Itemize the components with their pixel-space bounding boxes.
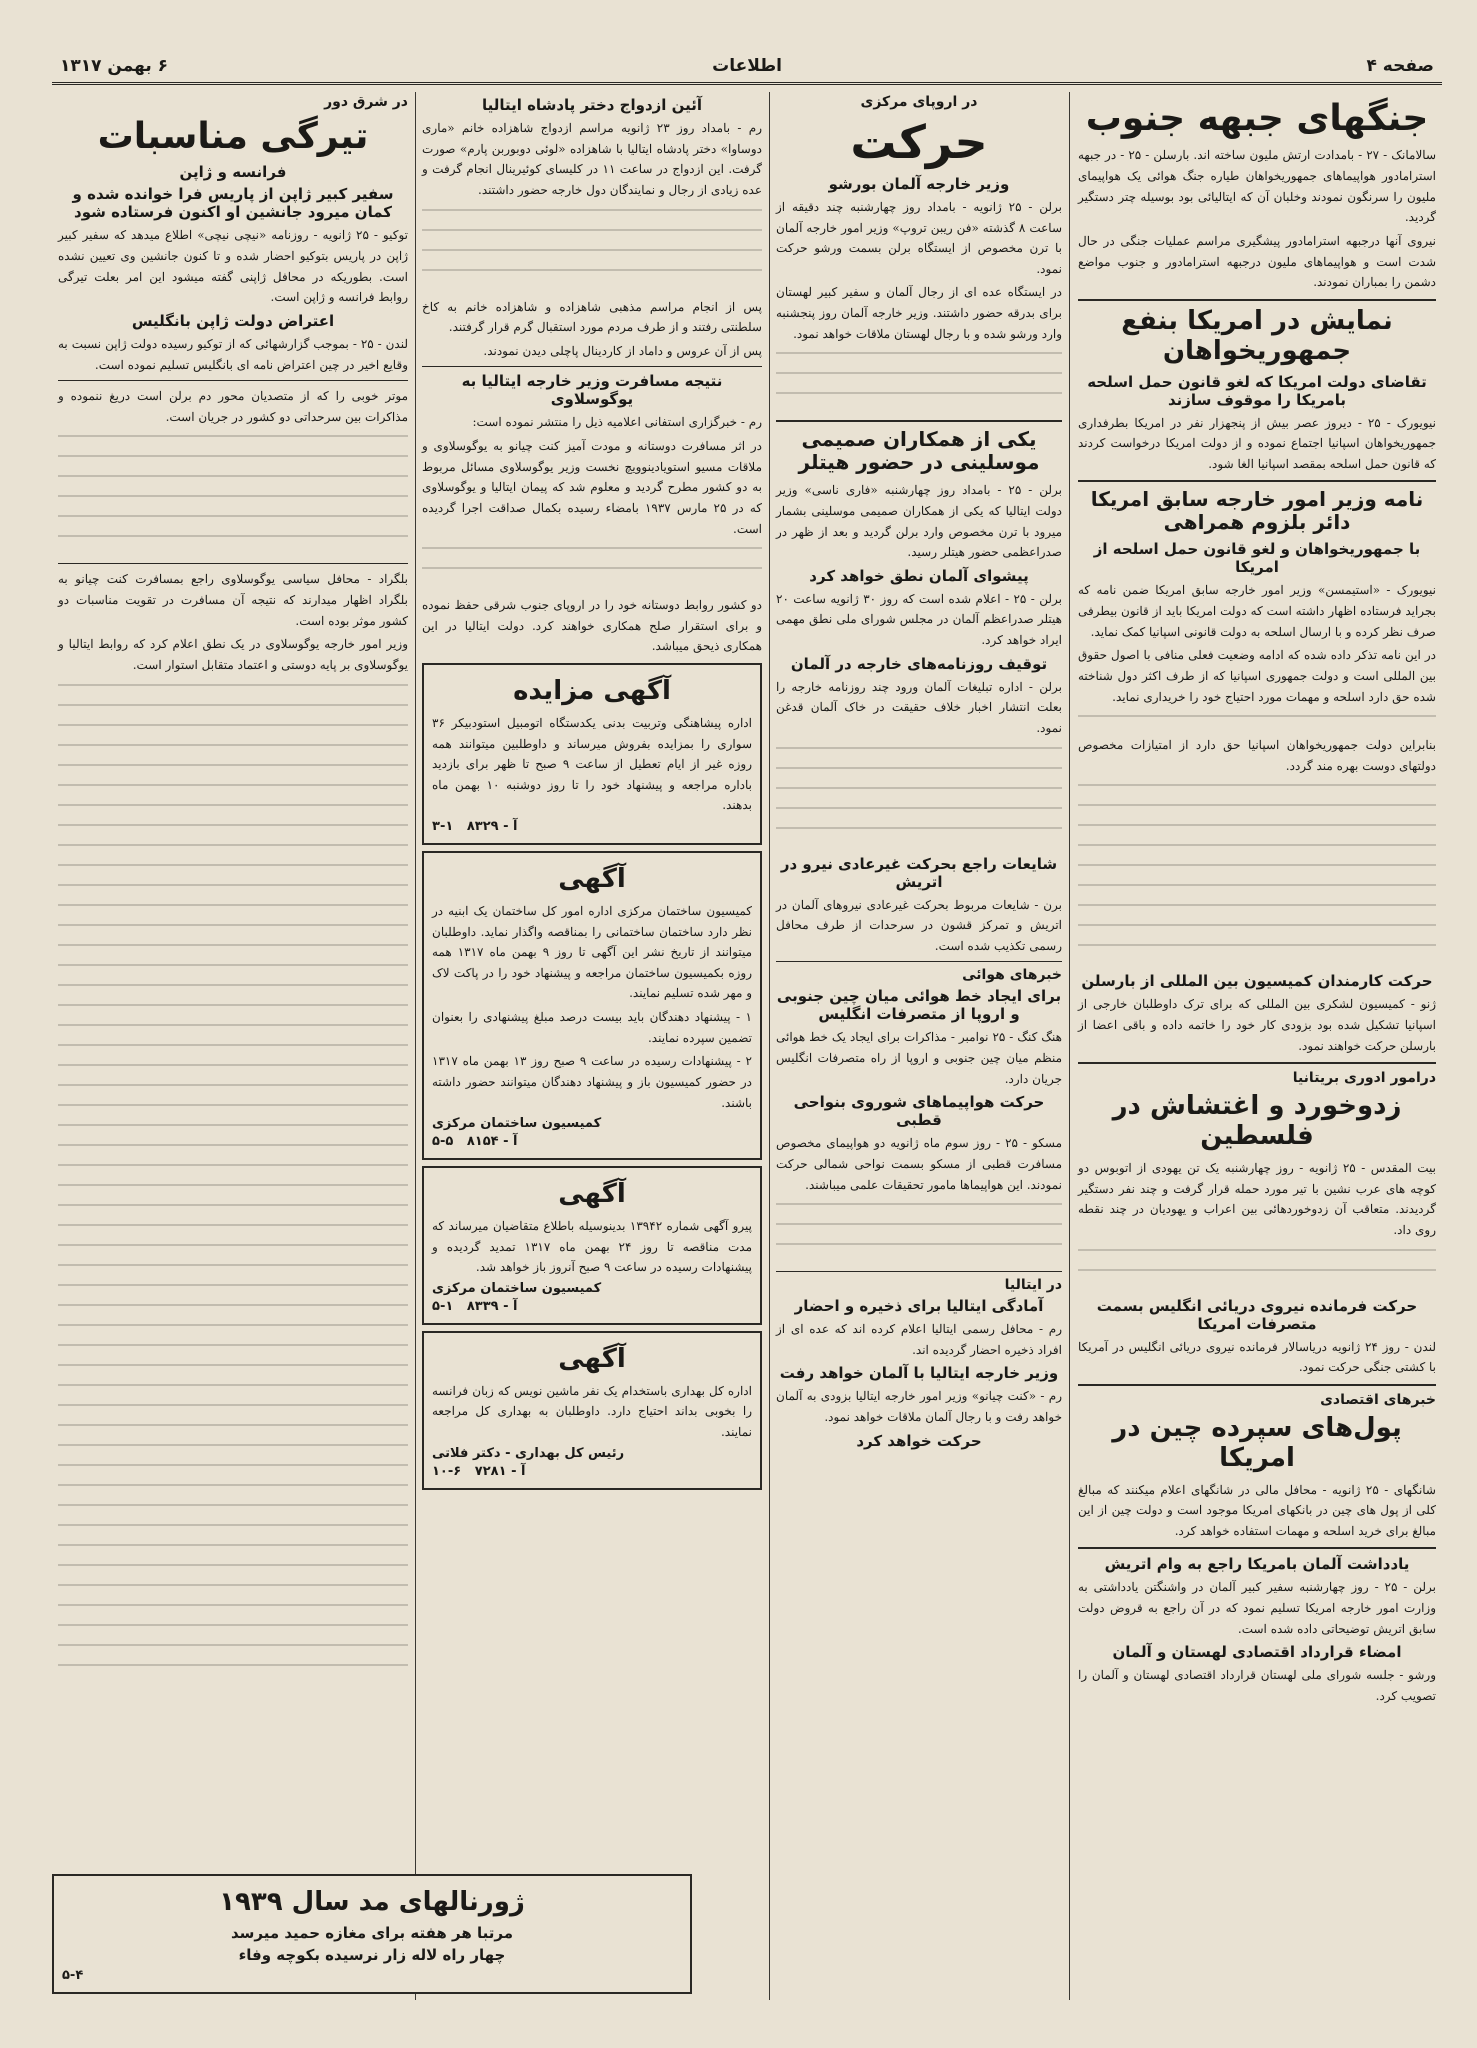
article-body: در اثر مسافرت دوستانه و مودت آمیز کنت چیانو به یوگوسلاوی و ملاقات مسیو استویادینوویچ نخست وزیر یوگوسلاوی مسائل مربوط به دو کشور مطرح گردید و معلوم شد که پیمان ایتالیا و یوگوسلاوی که در ۲۵ مارس ۱۹۳۷ بامضاء رسیده بکمال صداقت اجرا گردیده است. bbox=[422, 439, 762, 536]
article-headline: نامه وزیر امور خارجه سابق امریکا دائر بلزوم همراهی bbox=[1090, 487, 1424, 535]
divider bbox=[1078, 480, 1436, 482]
column-war-news bbox=[1072, 92, 1442, 2000]
body-text-lines bbox=[58, 684, 408, 1684]
article-body: نیویورک - «استیمسن» وزیر امور خارجه سابق امریکا ضمن نامه که بجراید فرستاده اظهار داشته است که دولت امریکا باید از قانون بیطرفی صرف نظر کرده و با ارسال اسلحه به دولت قانونی اسپانیا کمک نماید. bbox=[1078, 583, 1436, 639]
article-body: نیروی آنها درجبهه استرامادور پیشگیری مراسم عملیات جنگی در حال شدت است و هواپیماهای ملیون درجبهه استرامادور و جنوب مواضع دشمن را بمباران نمودند. bbox=[1078, 233, 1436, 290]
ad-signature: کمیسیون ساختمان مرکزی bbox=[432, 1116, 602, 1132]
section-kicker: خبرهای اقتصادی bbox=[1320, 1391, 1436, 1408]
article-body: لندن - ۲۵ - بموجب گزارشهائی که از توکیو رسیده دولت ژاپن نسبت به وقایع اخیر در چین اعتراض نامه ای بانگلیس تسلیم نموده است. bbox=[58, 336, 409, 372]
divider bbox=[422, 366, 762, 367]
article-body: مسکو - ۲۵ - روز سوم ماه ژانویه دو هواپیمای مخصوص مسافرت قطبی از مسکو بسمت نواحی شمالی حرکت نمودند. این هواپیماها مامور تحقیقات علمی میباشند. bbox=[776, 1136, 1062, 1192]
article-body: بنابراین دولت جمهوریخواهان اسپانیا حق دارد از امتیازات مخصوص دولتهای دوست بهره مند گردد. bbox=[1078, 738, 1436, 773]
article-headline: تیرگی مناسبات bbox=[97, 116, 369, 157]
body-text-lines bbox=[776, 747, 1062, 847]
article-body: شانگهای - ۲۵ ژانویه - محافل مالی در شانگهای اعلام میکنند که مبالغ کلی از پول های چین در بانکهای امریکا موجود است و دولت چین از این مبالغ برای خرید اسلحه و مهمات استفاده خواهد کرد. bbox=[1078, 1482, 1436, 1538]
article-body: سالامانک - ۲۷ - بامدادت ارتش ملیون ساخته اند. بارسلن - ۲۵ - در جبهه استرامادور هواپیماهای جمهوریخواهان طیاره جنگ هوائی یک هواپیمای ملیون را سرنگون نمودند وخلبان آن که ایتالیائی بود بوسیله چتر دستگیر گردید. bbox=[1078, 148, 1436, 225]
article-body: پس از انجام مراسم مذهبی شاهزاده و شاهزاده خانم به کاخ سلطنتی رفتند و از طرف مردم مورد استقبال گرم قرار گرفتند. bbox=[422, 299, 762, 335]
divider bbox=[1078, 1384, 1436, 1386]
article-body: برلن - اداره تبلیغات آلمان ورود چند روزنامه خارجه را بعلت انتشار اخبار خلاف حقیقت در خاک آلمان قدغن نمود. bbox=[776, 679, 1062, 735]
section-kicker: درامور ادوری بریتانیا bbox=[1292, 1070, 1436, 1087]
article-body: در ایستگاه عده ای از رجال آلمان و سفیر کبیر لهستان برای بدرقه حضور داشتند. وزیر خارجه آلمان روز پنجشنبه وارد ورشو شده و با رجال لهستان ملاقات خواهد نمود. bbox=[776, 285, 1062, 341]
article-headline: امضاء قرارداد اقتصادی لهستان و آلمان bbox=[1112, 1643, 1402, 1662]
article-body: برلن - ۲۵ - روز چهارشنبه سفیر کبیر آلمان در واشنگتن یادداشتی به وزارت امور خارجه امریکا تسلیم نمود که در آن راجع به قروض دولت سابق اتریش توضیحاتی داده شده است. bbox=[1078, 1580, 1436, 1636]
article-headline: شایعات راجع بحرکت غیرعادی نیرو در اتریش bbox=[780, 854, 1058, 891]
ad-signature: رئیس کل بهداری - دکتر فلاتی bbox=[432, 1445, 625, 1461]
ad-title: آگهی bbox=[558, 864, 626, 895]
masthead bbox=[52, 52, 1442, 85]
column-italy-ads bbox=[416, 92, 768, 2000]
article-body: رم - محافل رسمی ایتالیا اعلام کرده اند که عده ای از افراد ذخیره احضار گردیده اند. bbox=[776, 1322, 1062, 1357]
body-text-lines bbox=[1078, 784, 1436, 964]
article-body: رم - «کنت چیانو» وزیر امور خارجه ایتالیا بزودی به آلمان خواهد رفت و با رجال آلمان ملاقات خواهد نمود. bbox=[776, 1389, 1062, 1425]
divider bbox=[776, 961, 1062, 962]
ad-body: کمیسیون ساختمان مرکزی اداره امور کل ساختمان یک ابنیه در نظر دارد ساختمان ساختمانی را بمناقصه واگذار نماید. داوطلبان میتوانند از تاریخ نشر این آگهی تا روز ۹ بهمن ماه ۱۳۱۷ همه روزه بکمیسیون ساختمان مراجعه و پیشنهاد خود را در پاکت لاک و مهر شده تسلیم نمایند. bbox=[432, 903, 752, 1001]
article-subhead: وزیر خارجه آلمان بورشو bbox=[828, 174, 1010, 193]
article-body: لندن - روز ۲۴ ژانویه دریاسالار فرمانده نیروی دریائی انگلیس در آمریکا با کشتی جنگی حرکت نمود. bbox=[1078, 1339, 1436, 1375]
article-body: رم - بامداد روز ۲۳ ژانویه مراسم ازدواج شاهزاده خانم «ماری دوساوا» دختر پادشاه ایتالیا با شاهزاده «لوئی دوبوربن پارم» صورت گرفت. این ازدواج در ساعت ۱۱ در کلیسای کوئیرینال انجام گرفت و عده زیادی از رجال و نمایندگان دول خارجه حضور داشتند. bbox=[422, 121, 762, 197]
divider bbox=[776, 1271, 1062, 1272]
ad-body: اداره کل بهداری باستخدام یک نفر ماشین نویس که زبان فرانسه را بخوبی بداند احتیاج دارد. داوطلبان به بهداری کل مراجعه نمایند. bbox=[432, 1383, 752, 1440]
body-text-lines bbox=[422, 209, 762, 289]
article-body: هنگ کنگ - ۲۵ نوامبر - مذاکرات برای ایجاد یک خط هوائی منظم میان چین جنوبی و اروپا از راه متصرفات انگلیس جریان دارد. bbox=[776, 1030, 1062, 1086]
body-text-lines bbox=[422, 547, 762, 587]
body-text-lines bbox=[1078, 715, 1436, 727]
article-subhead: فرانسه و ژاپن bbox=[179, 163, 287, 182]
article-headline: توقیف روزنامه‌های خارجه در آلمان bbox=[790, 654, 1048, 673]
article-body: رم - خبرگزاری استفانی اعلامیه ذیل را منتشر نموده است: bbox=[472, 415, 762, 430]
article-headline: حرکت فرمانده نیروی دریائی انگلیس بسمت متصرفات امریکا bbox=[1096, 1296, 1418, 1333]
article-headline: وزیر خارجه ایتالیا با آلمان خواهد رفت bbox=[779, 1364, 1059, 1383]
hiring-ad bbox=[422, 1331, 762, 1490]
divider bbox=[58, 380, 408, 381]
article-body: برلن - ۲۵ - بامداد روز چهارشنبه «فاری ناسی» وزیر دولت ایتالیا که یکی از همکاران صمیمی موسلینی بشمار میرود با ترن مخصوص وارد برلن گردید و بعد از ظهر در صدراعظمی حضور هیتلر رسید. bbox=[776, 483, 1062, 560]
article-headline: نمایش در امریکا بنفع جمهوریخواهان bbox=[1121, 305, 1393, 366]
article-body: موتر خوبی را که از متصدیان محور دم برلن است دریغ ننموده و مذاکرات بین سرحداتی دو کشور در جریان است. bbox=[58, 389, 408, 424]
divider bbox=[776, 420, 1062, 422]
ad-ref: آ - ۷۲۸۱ ۶-۱۰ bbox=[432, 1463, 526, 1479]
article-subhead: تقاضای دولت امریکا که لغو قانون حمل اسلحه بامریکا را موقوف سازند bbox=[1087, 372, 1427, 409]
body-text-lines bbox=[58, 435, 408, 555]
section-kicker: در ایتالیا bbox=[1004, 1277, 1062, 1294]
ad-body: ۱ - پیشنهاد دهندگان باید بیست درصد مبلغ پیشنهادی را بعنوان تضمین سپرده نمایند. bbox=[432, 1010, 752, 1045]
ad-ref: آ - ۸۳۳۹ ۱-۵ bbox=[432, 1298, 518, 1314]
divider bbox=[1078, 1062, 1436, 1064]
article-headline: پول‌های سپرده چین در امریکا bbox=[1112, 1412, 1402, 1473]
ad-signature: کمیسیون ساختمان مرکزی bbox=[432, 1280, 602, 1296]
article-subhead: سفیر کبیر ژاپن از پاریس فرا خوانده شده و کمان میرود جانشین او اکنون فرستاده شود bbox=[72, 185, 394, 222]
article-body: پس از آن عروس و داماد از کاردینال پاچلی دیدن نمودند. bbox=[483, 343, 762, 358]
article-body: ورشو - جلسه شورای ملی لهستان قرارداد اقتصادی لهستان و آلمان را تصویب کرد. bbox=[1078, 1668, 1436, 1703]
section-kicker: خبرهای هوائی bbox=[962, 967, 1062, 984]
article-headline: نتیجه مسافرت وزیر خارجه ایتالیا به یوگوسلاوی bbox=[461, 372, 723, 409]
section-kicker: در شرق دور bbox=[324, 94, 408, 110]
article-headline: آمادگی ایتالیا برای ذخیره و احضار bbox=[794, 1297, 1044, 1316]
tender-ad bbox=[422, 851, 762, 1160]
article-body: برلن - ۲۵ ژانویه - بامداد روز چهارشنبه چند دقیقه از ساعت ۸ گذشته «فن ریبن تروپ» وزیر امور خارجه آلمان با ترن مخصوص از ایستگاه برلن بسمت ورشو حرکت نمود. bbox=[776, 199, 1062, 276]
ad-title: آگهی bbox=[558, 1343, 626, 1374]
article-body: نیویورک - ۲۵ - دیروز عصر بیش از پنجهزار نفر در امریکا بطرفداری جمهوریخواهان اسپانیا اجتماع نموده و از دولت امریکا درخواست کردند که قانون حمل اسلحه بمقصد اسپانیا الغا شود. bbox=[1078, 415, 1436, 471]
article-body: دو کشور روابط دوستانه خود را در اروپای جنوب شرقی حفظ نموده و برای استقرار صلح همکاری خواهند کرد. دولت ایتالیا در این همکاری ذیحق میباشد. bbox=[422, 598, 762, 654]
ad-ref: ۵-۴ bbox=[62, 1968, 84, 1983]
ad-body: پیرو آگهی شماره ۱۳۹۴۲ بدینوسیله باطلاع متقاضیان میرساند که مدت مناقصه تا روز ۲۴ بهمن ماه ۱۳۱۷ تمدید گردیده و پیشنهادات رسیده در ساعت ۹ صبح آنروز باز خواهد شد. bbox=[432, 1219, 752, 1275]
divider bbox=[1078, 1547, 1436, 1549]
section-kicker: در اروپای مرکزی bbox=[860, 94, 978, 110]
body-text-lines bbox=[776, 352, 1062, 412]
ad-body: اداره پیشاهنگی وتربیت بدنی یکدستگاه اتومبیل استودبیکر ۳۶ سواری را بمزایده بفروش میرساند و داوطلبین میتوانند همه روزه غیر از ایام تعطیل از ساعت ۹ صبح تا ظهر برای بازدید باداره مراجعه و پیشنهاد خود را تا روز دوشنبه ۱۰ بهمن ماه بدهند. bbox=[432, 715, 753, 813]
page-number: صفحه ۴ bbox=[1366, 56, 1434, 76]
paper-name: اطلاعات bbox=[712, 56, 782, 76]
body-text-lines bbox=[1078, 1249, 1436, 1289]
article-headline: یادداشت آلمان بامریکا راجع به وام اتریش bbox=[1104, 1555, 1410, 1574]
auction-ad bbox=[422, 663, 762, 845]
ad-title: آگهی مزایده bbox=[513, 676, 671, 706]
divider bbox=[58, 563, 408, 564]
newspaper-page bbox=[52, 52, 1442, 2014]
ad-ref: آ - ۸۱۵۴ ۵-۵ bbox=[432, 1134, 518, 1150]
article-headline: حرکت هواپیماهای شوروی بنواحی قطبی bbox=[793, 1093, 1045, 1130]
extension-ad bbox=[422, 1166, 762, 1325]
article-body: بلگراد - محافل سیاسی یوگوسلاوی راجع بمسافرت کنت چیانو به بلگراد اظهار میدارند که نتیجه آن مسافرت در تقویت مناسبات دو کشور موثر بوده است. bbox=[58, 572, 408, 628]
divider bbox=[1078, 299, 1436, 301]
article-headline: آئین ازدواج دختر پادشاه ایتالیا bbox=[481, 96, 703, 114]
ad-title: ژورنالهای مد سال ۱۹۳۹ bbox=[219, 1887, 525, 1918]
article-headline: حرکت کارمندان کمیسیون بین المللی از بارسلن bbox=[1081, 972, 1433, 991]
article-headline: حرکت bbox=[850, 115, 988, 169]
article-body: برن - شایعات مربوط بحرکت غیرعادی نیروهای آلمان در اتریش و تمرکز قشون در سرحدات از طرف محافل رسمی تکذیب شده است. bbox=[776, 897, 1062, 953]
article-headline: برای ایجاد خط هوائی میان چین جنوبی و اروپا از متصرفات انگلیس bbox=[776, 987, 1062, 1024]
column-far-east bbox=[52, 92, 414, 2000]
ad-ref: آ - ۸۳۲۹ ۱-۳ bbox=[432, 819, 518, 835]
fashion-journal-ad bbox=[52, 1874, 692, 1994]
ad-body: مرتبا هر هفته برای مغازه حمید میرسد bbox=[230, 1924, 514, 1942]
article-headline: زدوخورد و اغتشاش در فلسطین bbox=[1112, 1091, 1402, 1152]
ad-body: ۲ - پیشنهادات رسیده در ساعت ۹ صبح روز ۱۳ بهمن ماه ۱۳۱۷ در حضور کمیسیون باز و پیشنهاد دهندگان میتوانند حضور داشته باشند. bbox=[432, 1054, 752, 1110]
article-headline: حرکت خواهد کرد bbox=[856, 1431, 982, 1450]
article-body: در این نامه تذکر داده شده که ادامه وضعیت فعلی منافی با اصول حقوق بین المللی است و دولت جمهوری اسپانیا که از طرف اکثر دول شناخته شده حق دارد اسلحه و مهمات مورد احتیاج خود را خریداری نماید. bbox=[1078, 648, 1437, 704]
ad-title: آگهی bbox=[558, 1179, 626, 1210]
article-body: ژنو - کمیسیون لشکری بین المللی که برای ترک داوطلبان خارجی از اسپانیا تشکیل شده بود بزودی کار خود را خاتمه داده و باقی اعضا از بارسلن حرکت خواهند نمود. bbox=[1078, 997, 1436, 1053]
article-headline: یکی از همکاران صمیمی موسلینی در حضور هیتلر bbox=[798, 427, 1040, 475]
article-headline: اعتراض دولت ژاپن بانگلیس bbox=[131, 311, 335, 330]
article-body: بیت المقدس - ۲۵ ژانویه - روز چهارشنبه یک تن یهودی از اتوبوس دو کوچه های عرب نشین با تیر مورد حمله قرار گرفت و چند نفر دستگیر گردیدند. متعاقب آن زدوخوردهائی بین اعراب و یهودیان در چند نقطه روی داد. bbox=[1078, 1161, 1436, 1237]
article-body: وزیر امور خارجه یوگوسلاوی در یک نطق اعلام کرد که روابط ایتالیا و یوگوسلاوی بر پایه دوستی و اعتماد متقابل استوار است. bbox=[58, 637, 408, 672]
column-rule bbox=[1069, 92, 1070, 2000]
column-central-europe bbox=[770, 92, 1068, 2000]
article-body: برلن - ۲۵ - اعلام شده است که روز ۳۰ ژانویه ساعت ۲۰ هیتلر صدراعظم آلمان در مجلس شورای ملی نطق مهمی ایراد خواهد کرد. bbox=[776, 591, 1063, 648]
article-body: توکیو - ۲۵ ژانویه - روزنامه «نیچی نیچی» اطلاع میدهد که سفیر کبیر ژاپن در پاریس بتوکیو احضار شده و تا کنون جانشین وی تعیین نشده است. بطوریکه در محافل ژاپنی گفته میشود این امر بعلت تیرگی روابط فرانسه و ژاپن است. bbox=[58, 228, 408, 305]
article-headline: جنگهای جبهه جنوب bbox=[1085, 98, 1429, 139]
body-text-lines bbox=[776, 1203, 1062, 1263]
article-subhead: با جمهوریخواهان و لغو قانون حمل اسلحه از امریکا bbox=[1093, 540, 1421, 577]
article-headline: پیشوای آلمان نطق خواهد کرد bbox=[809, 566, 1029, 585]
issue-date: ۶ بهمن ۱۳۱۷ bbox=[60, 56, 169, 76]
ad-body: چهار راه لاله زار نرسیده بکوچه وفاء bbox=[238, 1946, 506, 1964]
